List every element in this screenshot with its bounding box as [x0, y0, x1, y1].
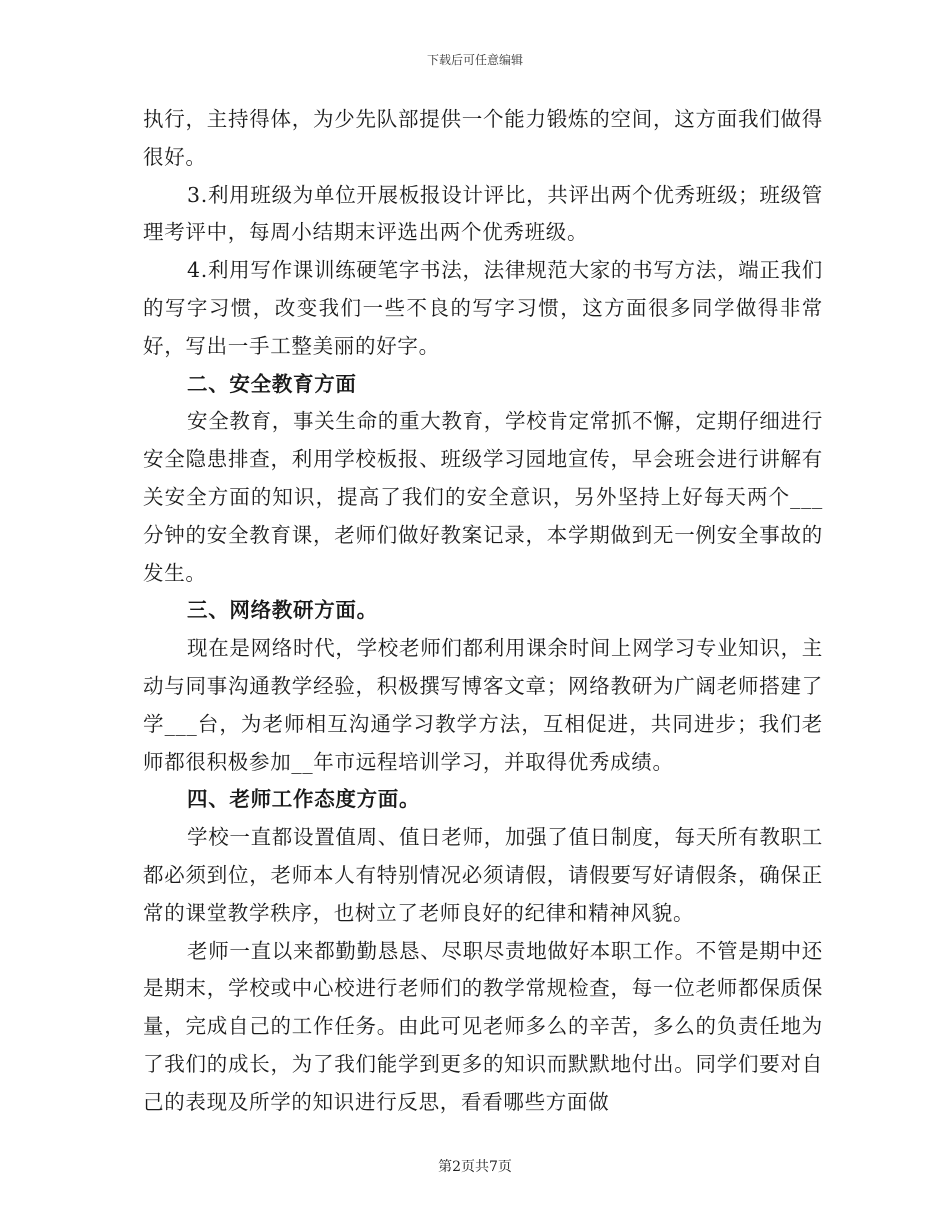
paragraph-network: 现在是网络时代，学校老师们都利用课余时间上网学习专业知识，主动与同事沟通教学经验，积极撰写博客文章；网络教研为广阔老师搭建了学___台，为老师相互沟通学习教学方法，互相促进，共同进步；我们老师都很积极参加__年市远程培训学习，并取得优秀成绩。: [143, 636, 823, 774]
page-header: 下载后可任意编辑: [426, 53, 523, 67]
paragraph-item-4: 4.利用写作课训练硬笔字书法，法律规范大家的书写方法，端正我们的写字习惯，改变我们一些不良的写字习惯，这方面很多同学做得非常好，写出一手工整美丽的好字。: [143, 258, 823, 358]
paragraph-safety: 安全教育，事关生命的重大教育，学校肯定常抓不懈，定期仔细进行安全隐患排查，利用学校板报、班级学习园地宣传，早会班会进行讲解有关安全方面的知识，提高了我们的安全意识，另外坚持上好每天两个___分钟的安全教育课，老师们做好教案记录，本学期做到无一例安全事故的发生。: [143, 409, 823, 585]
section-heading-network: 三、网络教研方面。: [187, 598, 378, 623]
paragraph-attitude-2: 老师一直以来都勤勤恳恳、尽职尽责地做好本职工作。不管是期中还是期末，学校或中心校进行老师们的教学常规检查，每一位老师都保质保量，完成自己的工作任务。由此可见老师多么的辛苦，多么的负责任地为了我们的成长，为了我们能学到更多的知识而默默地付出。同学们要对自己的表现及所学的知识进行反思，看看哪些方面做: [143, 938, 823, 1114]
document-body: [143, 101, 823, 1122]
paragraph-continued: 执行，主持得体，为少先队部提供一个能力锻炼的空间，这方面我们做得很好。: [143, 107, 823, 169]
paragraph-attitude-1: 学校一直都设置值周、值日老师，加强了值日制度，每天所有教职工都必须到位，老师本人有特别情况必须请假，请假要写好请假条，确保正常的课堂教学秩序，也树立了老师良好的纪律和精神风貌。: [143, 825, 823, 925]
paragraph-item-3: 3.利用班级为单位开展板报设计评比，共评出两个优秀班级；班级管理考评中，每周小结期末评选出两个优秀班级。: [143, 182, 823, 245]
section-heading-attitude: 四、老师工作态度方面。: [187, 787, 421, 812]
page-number: 第2页共7页: [438, 1159, 512, 1175]
section-heading-safety: 二、安全教育方面: [187, 371, 357, 396]
